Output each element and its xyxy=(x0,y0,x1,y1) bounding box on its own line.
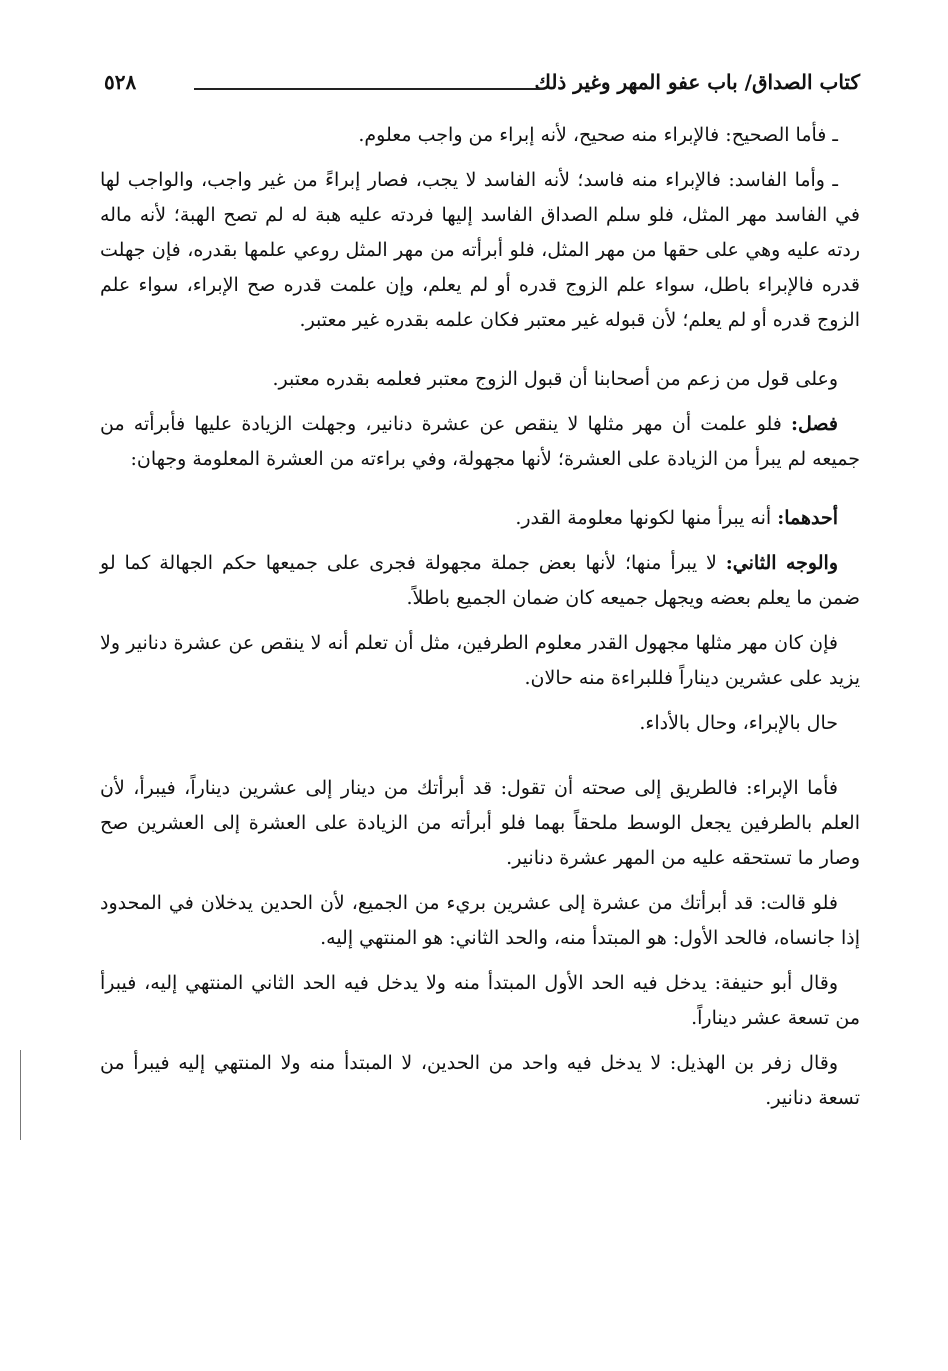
paragraph xyxy=(100,1046,860,1116)
paragraph xyxy=(100,362,860,397)
paragraph xyxy=(100,706,860,741)
paragraph-text: وقال أبو حنيفة: يدخل فيه الحد الأول المبتدأ منه ولا يدخل فيه الحد الثاني المنتهي إليه، فيبرأ من تسعة عشر ديناراً. xyxy=(100,972,860,1029)
paragraph-text: أنه يبرأ منها لكونها معلومة القدر. xyxy=(515,507,778,529)
paragraph-text: فلو علمت أن مهر مثلها لا ينقص عن عشرة دنانير، وجهلت الزيادة عليها فأبرأته من جميعه لم يبرأ من الزيادة على العشرة؛ لأنها مجهولة، وفي براءته من العشرة المعلومة وجهان: xyxy=(100,413,860,470)
paragraph-text: ـ فأما الصحيح: فالإبراء منه صحيح، لأنه إبراء من واجب معلوم. xyxy=(358,124,838,146)
scan-margin-line xyxy=(20,1050,21,1140)
paragraph-lead: فصل: xyxy=(791,413,838,435)
paragraph xyxy=(100,501,860,536)
paragraph xyxy=(100,118,860,153)
paragraph xyxy=(100,546,860,616)
paragraph-text: وقال زفر بن الهذيل: لا يدخل فيه واحد من الحدين، لا المبتدأ منه ولا المنتهي إليه فيبرأ من تسعة دنانير. xyxy=(100,1052,860,1109)
paragraph xyxy=(100,163,860,338)
paragraph-lead: أحدهما: xyxy=(777,507,838,529)
page-header xyxy=(104,70,860,100)
paragraph xyxy=(100,966,860,1036)
paragraph-text: فلو قالت: قد أبرأتك من عشرة إلى عشرين بريء من الجميع، لأن الحدين يدخلان في المحدود إذا جانساه، فالحد الأول: هو المبتدأ منه، والحد الثاني: هو المنتهي إليه. xyxy=(100,892,860,949)
paragraph-text: فأما الإبراء: فالطريق إلى صحته أن تقول: قد أبرأتك من دينار إلى عشرين ديناراً، فيبرأ، لأن العلم بالطرفين يجعل الوسط ملحقاً بهما فلو أبرأته من الزيادة على العشرة إلى العشرين صح وصار ما تستحقه عليه من المهر عشرة دنانير. xyxy=(100,777,860,869)
page-number: ٥٢٨ xyxy=(104,70,137,94)
paragraph-text: ـ وأما الفاسد: فالإبراء منه فاسد؛ لأنه الفاسد لا يجب، فصار إبراءً من غير واجب، والواجب لها في الفاسد مهر المثل، فلو سلم الصداق الفاسد إليها فردته عليه هبة له لم تصح الهبة؛ لأنه ماله ردته عليه وهي على حقها من مهر المثل، فلو أبرأته من مهر المثل روعي علمها بقدره، فإن جهلت قدره فالإبراء باطل، سواء علم الزوج قدره أو لم يعلم، وإن علمت قدره صح الإبراء، سواء علم الزوج قدره أو لم يعلم؛ لأن قبوله غير معتبر فكان علمه بقدره غير معتبر. xyxy=(100,169,860,331)
running-title: كتاب الصداق/ باب عفو المهر وغير ذلك xyxy=(534,70,860,94)
paragraph xyxy=(100,771,860,876)
header-rule xyxy=(194,88,542,90)
paragraph-text: حال بالإبراء، وحال بالأداء. xyxy=(639,712,838,734)
paragraph xyxy=(100,626,860,696)
paragraph xyxy=(100,407,860,477)
paragraph-text: وعلى قول من زعم من أصحابنا أن قبول الزوج معتبر فعلمه بقدره معتبر. xyxy=(272,368,838,390)
body-text xyxy=(100,118,860,1126)
paragraph xyxy=(100,886,860,956)
paragraph-text: لا يبرأ منها؛ لأنها بعض جملة مجهولة فجرى على جميعها حكم الجهالة كما لو ضمن ما يعلم بعضه ويجهل جميعه كان ضمان الجميع باطلاً. xyxy=(100,552,860,609)
paragraph-text: فإن كان مهر مثلها مجهول القدر معلوم الطرفين، مثل أن تعلم أنه لا ينقص عن عشرة دنانير ولا يزيد على عشرين ديناراً فللبراءة منه حالان. xyxy=(100,632,860,689)
paragraph-lead: والوجه الثاني: xyxy=(725,552,838,574)
